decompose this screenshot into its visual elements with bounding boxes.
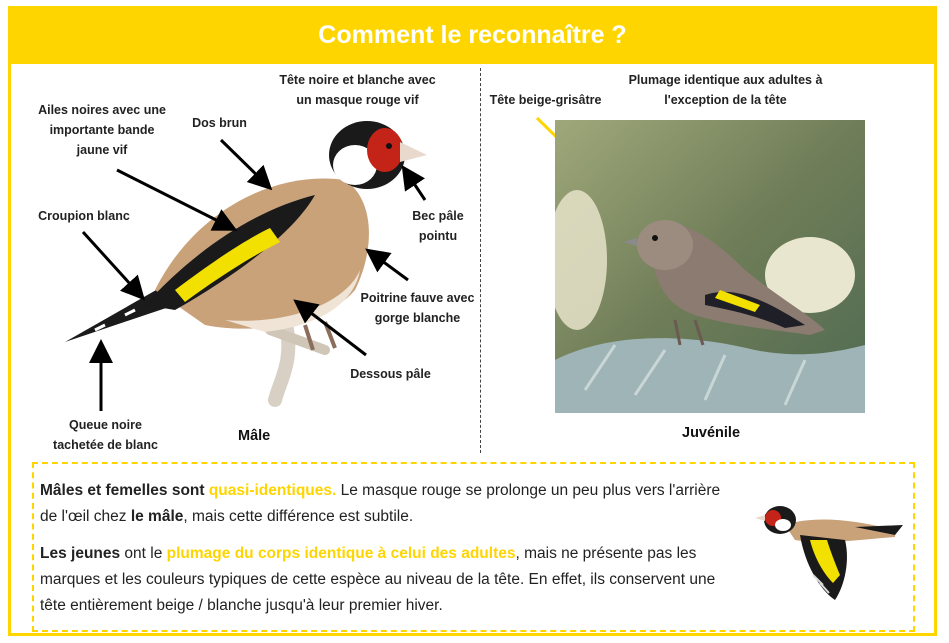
p1-highlight: quasi-identiques.	[208, 482, 337, 499]
label-juvenile-plumage: Plumage identique aux adultes à l'exception de la tête	[628, 73, 823, 107]
label-dos: Dos brun	[192, 116, 247, 130]
label-queue: Queue noire tachetée de blanc	[53, 418, 158, 452]
p2-text: ont le	[120, 545, 167, 562]
p2-highlight: plumage du corps identique à celui des adultes	[166, 545, 516, 562]
info-paragraph-2	[40, 541, 740, 619]
flying-goldfinch-image	[745, 485, 905, 610]
p1-bold-intro: Mâles et femelles sont	[40, 482, 209, 499]
label-dessous: Dessous pâle	[350, 367, 431, 381]
label-bec: Bec pâle pointu	[412, 209, 464, 243]
label-ailes: Ailes noires avec une importante bande jaune vif	[38, 103, 166, 157]
p1-text-end: , mais cette différence est subtile.	[183, 508, 414, 525]
arrow-poitrine	[370, 252, 408, 280]
caption-male: Mâle	[238, 428, 271, 444]
arrow-croupion	[83, 232, 141, 296]
info-paragraph-1	[40, 478, 740, 530]
juvenile-goldfinch-photo	[555, 120, 865, 413]
p1-text: Le masque rouge se prolonge un peu plus vers l'arrière de l'œil chez	[40, 482, 721, 525]
label-poitrine: Poitrine fauve avec gorge blanche	[360, 291, 475, 325]
arrow-ailes	[117, 170, 232, 228]
p1-bold-male: le mâle	[130, 508, 184, 525]
label-tete-male: Tête noire et blanche avec un masque rouge vif	[279, 73, 436, 107]
label-croupion: Croupion blanc	[38, 209, 130, 223]
caption-juvenile: Juvénile	[682, 425, 741, 441]
arrow-dos	[221, 140, 268, 186]
page-title: Comment le reconnaître ?	[8, 6, 937, 64]
p2-bold-intro: Les jeunes	[40, 545, 121, 562]
arrow-bec	[405, 170, 425, 200]
label-juvenile-tete: Tête beige-grisâtre	[489, 93, 602, 107]
p2-text-end: , mais ne présente pas les marques et les couleurs typiques de cette espèce au niveau de la tête. En effet, ils conservent une tête entièrement beige / blanche jusqu'à leur premier hiver.	[40, 545, 716, 614]
